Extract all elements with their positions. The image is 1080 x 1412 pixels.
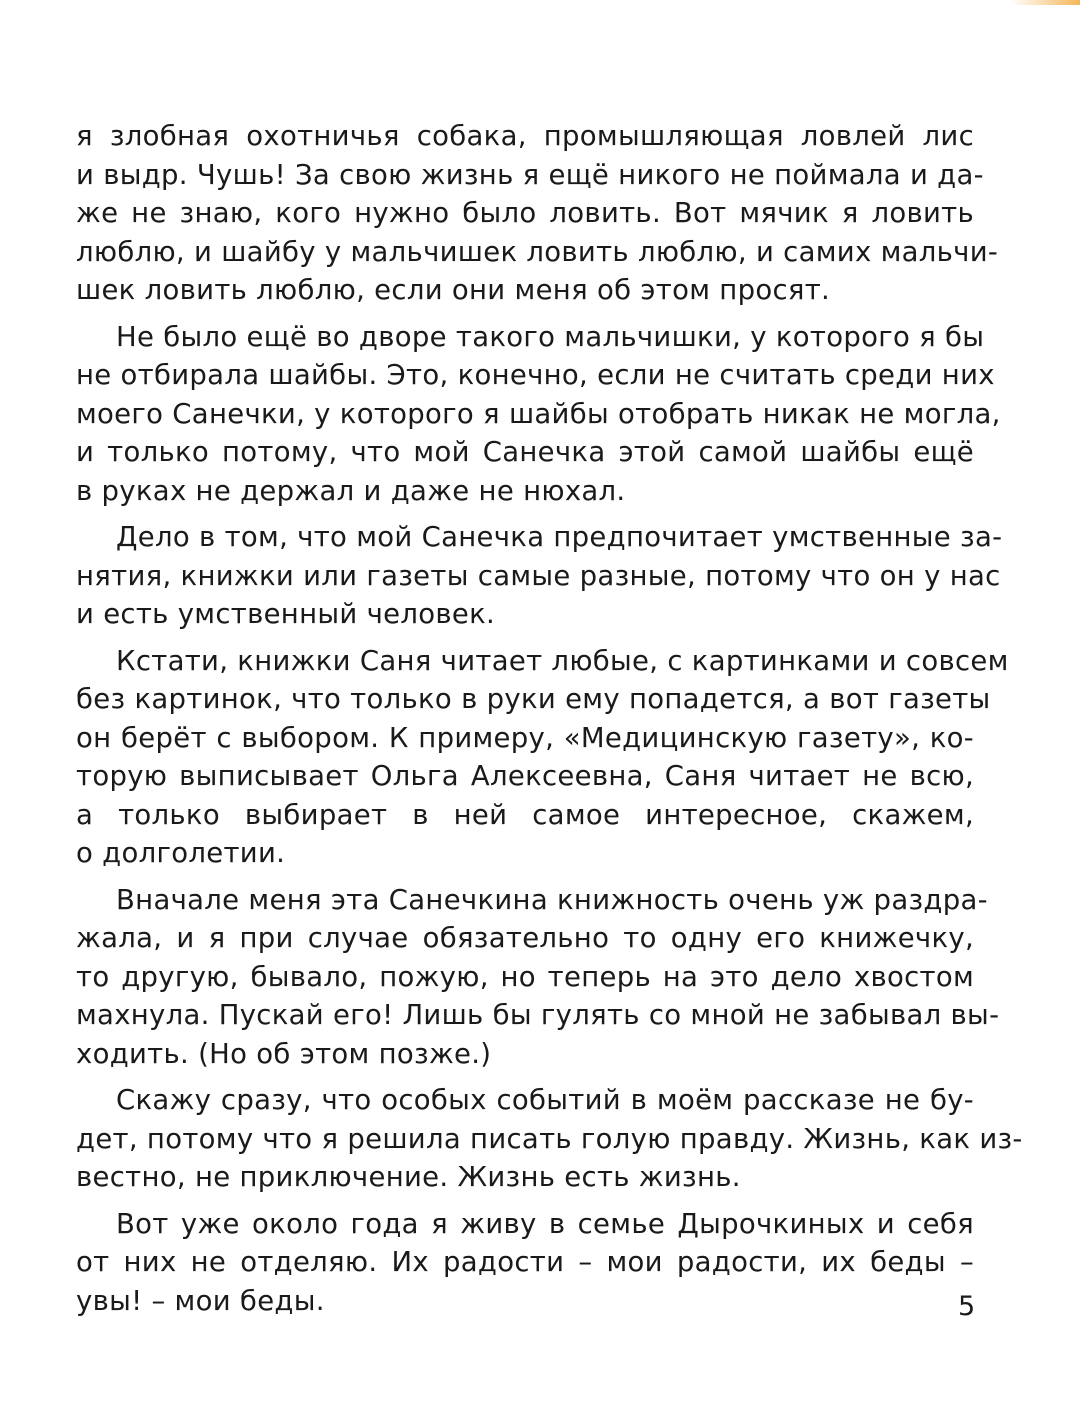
text-line: а только выбирает в ней самое интересное, скажем, <box>76 798 974 831</box>
text-line: Кстати, книжки Саня читает любые, с картинками и совсем <box>116 644 1009 677</box>
text-line: дет, потому что я решила писать голую правду. Жизнь, как из- <box>76 1122 1023 1155</box>
text-line: же не знаю, кого нужно было ловить. Вот мячик я ловить <box>76 197 974 229</box>
text-line: в руках не держал и даже не нюхал. <box>76 474 626 507</box>
paragraph <box>76 518 1003 634</box>
text-line: ходить. (Но об этом позже.) <box>76 1037 492 1070</box>
text-line: и выдр. Чушь! За свою жизнь я ещё никого не поймала и да- <box>76 158 984 191</box>
book-page-text <box>76 117 1023 1328</box>
text-line: и только потому, что мой Санечка этой самой шайбы ещё <box>76 436 974 468</box>
text-line: Вначале меня эта Санечкина книжность очень уж раздра- <box>116 883 988 916</box>
text-line: торую выписывает Ольга Алексеевна, Саня читает не всю, <box>76 760 974 792</box>
paragraph <box>76 1205 974 1321</box>
text-line: Вот уже около года я живу в семье Дырочкиных и себя <box>116 1207 974 1240</box>
text-line: Не было ещё во дворе такого мальчишки, у которого я бы <box>116 320 985 353</box>
text-line: о долголетии. <box>76 837 286 869</box>
page-number: 5 <box>958 1291 976 1322</box>
text-line: моего Санечки, у которого я шайбы отобрать никак не могла, <box>76 397 1001 430</box>
text-line: я злобная охотничья собака, промышляющая ловлей лис <box>76 120 974 152</box>
text-line: он берёт с выбором. К примеру, «Медицинскую газету», ко- <box>76 721 974 754</box>
text-line: нятия, книжки или газеты самые разные, потому что он у нас <box>76 559 1001 592</box>
text-line: без картинок, что только в руки ему попадется, а вот газеты <box>76 683 991 715</box>
text-line: махнула. Пускай его! Лишь бы гулять со мной не забывал вы- <box>76 999 1000 1031</box>
text-line: и есть умственный человек. <box>76 598 496 630</box>
paragraph <box>76 642 1009 873</box>
paragraph <box>76 318 1001 511</box>
text-line: не отбирала шайбы. Это, конечно, если не считать среди них <box>76 359 995 391</box>
top-edge-accent <box>1010 0 1080 5</box>
paragraph <box>76 1081 1023 1197</box>
text-line: увы! – мои беды. <box>76 1284 325 1317</box>
text-line: Дело в том, что мой Санечка предпочитает умственные за- <box>116 521 1003 553</box>
text-line: вестно, не приключение. Жизнь есть жизнь. <box>76 1161 741 1193</box>
text-line: то другую, бывало, пожую, но теперь на это дело хвостом <box>76 960 974 993</box>
text-line: жала, и я при случае обязательно то одну его книжечку, <box>76 922 974 954</box>
text-line: от них не отделяю. Их радости – мои радости, их беды – <box>76 1246 974 1278</box>
text-line: Скажу сразу, что особых событий в моём рассказе не бу- <box>116 1084 974 1116</box>
paragraph <box>76 117 999 310</box>
text-line: люблю, и шайбу у мальчишек ловить люблю, и самих мальчи- <box>76 235 999 268</box>
text-line: шек ловить люблю, если они меня об этом просят. <box>76 274 831 306</box>
paragraph <box>76 881 1000 1074</box>
